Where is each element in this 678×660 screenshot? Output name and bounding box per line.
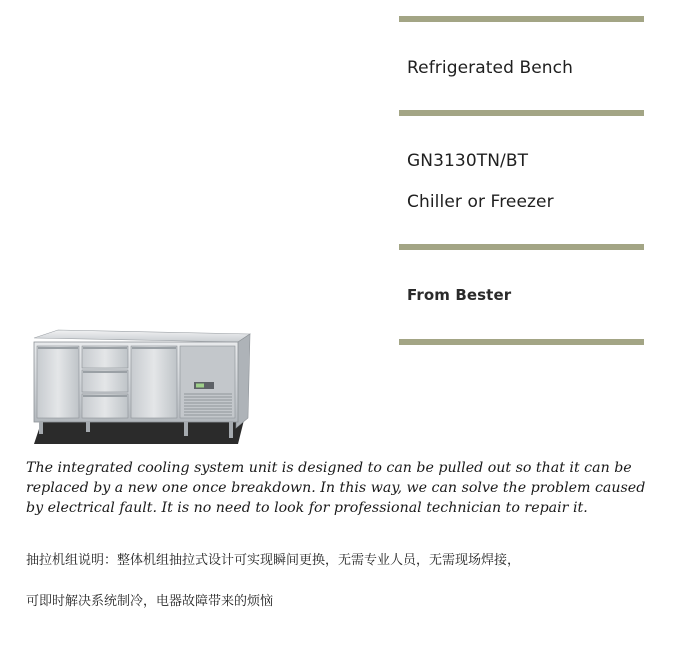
- door-middle: [131, 346, 177, 418]
- drawer-1: [82, 346, 128, 368]
- product-model: GN3130TN/BT: [407, 151, 529, 171]
- door-left: [37, 346, 79, 418]
- drawer-1-handle: [83, 347, 127, 349]
- drawer-3: [82, 394, 128, 418]
- product-brand: From Bester: [407, 286, 512, 304]
- bench-top: [34, 330, 250, 342]
- divider-rule-2: [399, 110, 644, 116]
- product-type: Chiller or Freezer: [407, 192, 554, 212]
- divider-rule-1: [399, 16, 644, 22]
- leg-3: [184, 422, 188, 436]
- display: [196, 384, 204, 388]
- floor-shadow: [34, 420, 244, 444]
- description-chinese-line-1: 抽拉机组说明：整体机组抽拉式设计可实现瞬间更换，无需专业人员，无需现场焊接，: [26, 553, 521, 568]
- drawer-2: [82, 370, 128, 392]
- product-title: Refrigerated Bench: [407, 58, 573, 78]
- door-middle-handle: [132, 347, 176, 349]
- leg-2: [86, 422, 90, 432]
- drawer-3-handle: [83, 395, 127, 397]
- door-left-handle: [38, 347, 78, 349]
- description-english: The integrated cooling system unit is designed to can be pulled out so that it can be replaced by a new one once breakdown. In this way, we can solve the problem caused by electrical fault. It is no need to look for professional technician to repair it.: [26, 460, 646, 516]
- divider-rule-3: [399, 244, 644, 250]
- divider-rule-4: [399, 339, 644, 345]
- leg-1: [39, 422, 43, 434]
- leg-4: [229, 422, 233, 438]
- refrigerated-bench-illustration: [24, 328, 252, 452]
- drawer-2-handle: [83, 371, 127, 373]
- description-chinese-line-2: 可即时解决系统制冷，电器故障带来的烦恼: [26, 594, 274, 609]
